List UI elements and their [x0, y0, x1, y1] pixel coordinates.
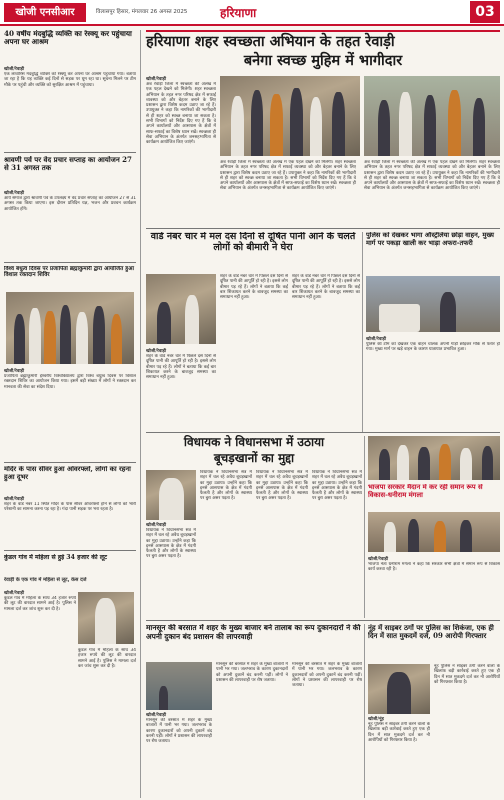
bjp-photo: [368, 436, 500, 480]
lead-body-continued: अब रेवाड़ी जिला में स्वच्छता की अलख में एक पहल देखने को मिलेगी। शहर स्वच्छता अभियान के तहत नगर परिषद क्षेत्र में सफाई व्यवस्था को और बेहतर बनाने के लिए प्रशासन द्वारा विशेष कदम उठाए जा रहे हैं। उपायुक्त ने कहा कि नागरिकों की भागीदारी से ही शहर को स्वच्छ बनाया जा सकता है। सभी विभागों को निर्देश दिए गए हैं कि वे अपने कार्यालयों और आसपास के क्षेत्रों में साफ-सफाई का विशेष ध्यान रखें। स्वच्छता ही सेवा अभियान के अंतर्गत जनसहभागिता से कार्यक्रम आयोजित किए जाएंगे।: [220, 160, 356, 192]
ward-byline: खोजी/रेवाड़ी: [146, 349, 167, 354]
bjp-story: [368, 556, 500, 616]
divider: [146, 620, 500, 621]
police-headline: पुलिस को देखकर भागा ऑस्ट्रेलिया छोड़ा वाहन, मुख्य मार्ग पर पकड़ा खाली कर भाड़ा अफरा-तफरी: [366, 232, 495, 247]
cyber-body-continued: नूंह पुलिस ने साइबर ठगी करने वालों के खिलाफ बड़ी कार्रवाई करते हुए एक ही दिन में सात मुकदमे दर्ज कर नौ आरोपियों को गिरफ्तार किया है।: [434, 664, 500, 685]
story2-byline: खोजी/रेवाड़ी: [4, 191, 25, 196]
ward-body-continued: शहर के वार्ड नंबर चार में पिछले दस दिनों से दूषित पानी की आपूर्ति हो रही है। इससे लोग बीमार पड़ रहे हैं। लोगों ने बताया कि कई बार शिकायत करने के बावजूद समस्या का समाधान नहीं हुआ।: [220, 274, 288, 301]
divider: [146, 432, 500, 433]
story5-headline: कुंडल गांव में महिला से हुई 34 हजार की लूट: [4, 554, 108, 561]
story2-headline-box: [4, 156, 136, 188]
newspaper-logo: खोजी एनसीआर: [4, 3, 86, 22]
story1-headline-box: [4, 30, 136, 64]
lead-photo-1: [220, 76, 360, 156]
story3-headline: विश्व बंधुत्व दिवस पर प्रजापिता ब्रह्माकुमारी द्वारा आयोजित हुआ विशाल रक्तदान शिविर: [4, 266, 134, 279]
story3-body: प्रजापिता ब्रह्माकुमारी ईश्वरीय विश्वविद्यालय द्वारा विश्व बंधुत्व दिवस पर विशाल रक्तदान शिविर का आयोजन किया गया। इसमें बड़ी संख्या में लोगों ने रक्तदान कर मानवता की सेवा का संदेश दिया।: [4, 374, 136, 390]
rain-byline: खोजी/रेवाड़ी: [146, 713, 167, 718]
story1-headline: 40 वर्षीय मंदबुद्धि व्यक्ति का रेस्क्यू कर पहुंचाया अपना घर आश्रम: [4, 30, 132, 47]
divider: [146, 228, 500, 229]
dateline: विलासपुर हिसार, मंगलवार 26 अगस्त 2025: [96, 9, 188, 15]
lead-story: [146, 76, 216, 224]
column-divider: [140, 30, 141, 798]
story4-headline-box: [4, 466, 136, 494]
assembly-headline-line1: विधायक ने विधानसभा में उठाया: [183, 435, 325, 449]
rain-story: [146, 712, 212, 796]
rain-body-continued: मानसून की बरसात में शहर के मुख्य बाजारों में पानी भर गया। जलभराव के कारण दुकानदारों को अपनी दुकानें बंद करनी पड़ीं। लोगों ने प्रशासन की लापरवाही पर रोष जताया।: [216, 662, 288, 683]
ward-story: [146, 348, 216, 428]
assembly-story-cont-3: [312, 470, 362, 616]
cyber-byline: खोजी/नूंह: [368, 717, 384, 722]
ward-headline: वार्ड नंबर चार में मल दस दिनों से दूषित पानी आने के चलते लोगों को बीमारी ने घेरा: [150, 232, 356, 253]
police-photo: [366, 276, 500, 332]
rain-photo: [146, 662, 212, 710]
rain-headline: मानसून की बरसात में शहर के मुख्य बाजार बने तालाब का रूप दुकानदारों ने की अपनी दुकान बंद प्रशासन की लापरवाही: [146, 624, 361, 641]
rain-body: मानसून की बरसात में शहर के मुख्य बाजारों में पानी भर गया। जलभराव के कारण दुकानदारों को अपनी दुकानें बंद करनी पड़ीं। लोगों ने प्रशासन की लापरवाही पर रोष जताया।: [146, 718, 212, 745]
story4-byline: खोजी/रेवाड़ी: [4, 497, 25, 502]
story4-headline: मंदिर के पास सीवर हुआ ओवरफ्लो, लोगों का रहना हुआ दूभर: [4, 466, 131, 481]
lead-rule: [146, 30, 500, 32]
story5-photo: [78, 592, 134, 644]
rain-headline-box: [146, 624, 362, 658]
lead-story-cont-2: [364, 160, 500, 224]
cyber-headline: नूंह में साइबर ठगों पर पुलिस का शिकंजा, एक ही दिन में सात मुकदमें दर्ज, 09 आरोपी गिरफ्तार: [368, 624, 494, 641]
story1-byline: खोजी/रेवाड़ी: [4, 67, 25, 72]
divider: [4, 262, 136, 263]
police-story: [366, 336, 500, 428]
rain-body-continued: मानसून की बरसात में शहर के मुख्य बाजारों में पानी भर गया। जलभराव के कारण दुकानदारों को अपनी दुकानें बंद करनी पड़ीं। लोगों ने प्रशासन की लापरवाही पर रोष जताया।: [292, 662, 362, 689]
police-byline: खोजी/रेवाड़ी: [366, 337, 387, 342]
lead-story-cont-1: [220, 160, 356, 224]
assembly-body-continued: विधायक ने विधानसभा सत्र में शहर में चल रहे अवैध बूचड़खानों का मुद्दा उठाया। उन्होंने कहा कि इनसे आसपास के क्षेत्र में गंदगी फैलती है और लोगों के स्वास्थ्य पर बुरा असर पड़ता है।: [312, 470, 362, 502]
story4: [4, 496, 136, 548]
assembly-body-continued: विधायक ने विधानसभा सत्र में शहर में चल रहे अवैध बूचड़खानों का मुद्दा उठाया। उन्होंने कहा कि इनसे आसपास के क्षेत्र में गंदगी फैलती है और लोगों के स्वास्थ्य पर बुरा असर पड़ता है।: [200, 470, 252, 502]
story1: [4, 66, 136, 150]
story5-headline-box: [4, 554, 136, 576]
page-number: 03: [470, 1, 500, 23]
story5: [4, 590, 76, 796]
police-headline-box: [366, 232, 500, 274]
cyber-body: नूंह पुलिस ने साइबर ठगी करने वालों के खिलाफ बड़ी कार्रवाई करते हुए एक ही दिन में सात मुकदमे दर्ज कर नौ आरोपियों को गिरफ्तार किया है।: [368, 722, 430, 743]
bjp-photo-2: [368, 512, 500, 552]
story5-body: कुंडल गांव में महिला के साथ 34 हजार रुपये की लूट की वारदात सामने आई है। पुलिस ने मामला दर्ज कर जांच शुरू कर दी है।: [4, 596, 76, 612]
lead-headline-line1: हरियाणा शहर स्वच्छता अभियान के तहत रेवाड़ी: [146, 33, 395, 50]
column-divider: [364, 624, 365, 798]
divider: [4, 462, 136, 463]
assembly-story-cont-2: [256, 470, 308, 616]
assembly-story: [146, 522, 196, 616]
lead-body-continued: अब रेवाड़ी जिला में स्वच्छता की अलख में एक पहल देखने को मिलेगी। शहर स्वच्छता अभियान के तहत नगर परिषद क्षेत्र में सफाई व्यवस्था को और बेहतर बनाने के लिए प्रशासन द्वारा विशेष कदम उठाए जा रहे हैं। उपायुक्त ने कहा कि नागरिकों की भागीदारी से ही शहर को स्वच्छ बनाया जा सकता है। सभी विभागों को निर्देश दिए गए हैं कि वे अपने कार्यालयों और आसपास के क्षेत्रों में साफ-सफाई का विशेष ध्यान रखें। स्वच्छता ही सेवा अभियान के अंतर्गत जनसहभागिता से कार्यक्रम आयोजित किए जाएंगे।: [364, 160, 500, 192]
story4-body: शहर के वार्ड नंबर 11 स्थित मंदिर के पास सीवर ओवरफ्लो होने से लोगों को भारी परेशानी का सामना करना पड़ रहा है। गंदा पानी सड़क पर भरा रहता है।: [4, 502, 136, 513]
cyber-story-cont: [434, 664, 500, 796]
cyber-story: [368, 716, 430, 796]
lead-headline-line2: बनेगा स्वच्छ मुहिम में भागीदार: [243, 52, 403, 69]
story5-cont: [78, 648, 136, 796]
story5-byline: खोजी/रेवाड़ी: [4, 591, 25, 596]
divider: [4, 152, 136, 153]
assembly-headline-line2: बूचड़खानों का मुद्दा: [213, 451, 295, 465]
story3: [4, 368, 136, 460]
masthead: [0, 0, 504, 26]
column-divider: [362, 232, 363, 432]
column-divider: [364, 436, 365, 618]
bjp-body: भाजपा नेता धनीराम मंगला ने कहा कि सरकार सभी क्षेत्रों में समान रूप से विकास कार्य करवा रही है।: [368, 562, 500, 573]
section-title: हरियाणा: [220, 6, 257, 20]
bjp-byline: खोजी/रेवाड़ी: [368, 557, 389, 562]
lead-byline: खोजी/रेवाड़ी: [146, 77, 167, 82]
story2: [4, 190, 136, 260]
story1-body: एक लावारिस मंदबुद्धि व्यक्ति को रेस्क्यू कर अपना घर आश्रम पहुंचाया गया। बताया जा रहा है कि यह व्यक्ति कई दिनों से सड़क पर घूम रहा था। सूचना मिलने पर टीम मौके पर पहुंची और व्यक्ति को सुरक्षित आश्रम में पहुंचाया।: [4, 72, 136, 88]
bjp-headline-box: [368, 484, 500, 510]
assembly-body: विधायक ने विधानसभा सत्र में शहर में चल रहे अवैध बूचड़खानों का मुद्दा उठाया। उन्होंने कहा कि इनसे आसपास के क्षेत्र में गंदगी फैलती है और लोगों के स्वास्थ्य पर बुरा असर पड़ता है।: [146, 528, 196, 560]
ward-headline-box: [146, 232, 360, 270]
cyber-headline-box: [368, 624, 500, 660]
cyber-photo: [368, 664, 430, 714]
ward-story-cont-1: [220, 274, 288, 428]
ward-story-cont-2: [292, 274, 360, 428]
story3-byline: खोजी/रेवाड़ी: [4, 369, 25, 374]
assembly-story-cont-1: [200, 470, 252, 616]
assembly-body-continued: विधायक ने विधानसभा सत्र में शहर में चल रहे अवैध बूचड़खानों का मुद्दा उठाया। उन्होंने कहा कि इनसे आसपास के क्षेत्र में गंदगी फैलती है और लोगों के स्वास्थ्य पर बुरा असर पड़ता है।: [256, 470, 308, 502]
story5-body-continued: कुंडल गांव में महिला के साथ 34 हजार रुपये की लूट की वारदात सामने आई है। पुलिस ने मामला दर्ज कर जांच शुरू कर दी है।: [78, 648, 136, 669]
assembly-byline: खोजी/रेवाड़ी: [146, 523, 167, 528]
story5-sub-box: [4, 577, 136, 587]
police-body: पुलिस की टीम को देखकर एक वाहन चालक अपनी गाड़ी छोड़कर मौके से फरार हो गया। मुख्य मार्ग पर खड़े वाहन के कारण यातायात प्रभावित हुआ।: [366, 342, 500, 353]
ward-body: शहर के वार्ड नंबर चार में पिछले दस दिनों से दूषित पानी की आपूर्ति हो रही है। इससे लोग बीमार पड़ रहे हैं। लोगों ने बताया कि कई बार शिकायत करने के बावजूद समस्या का समाधान नहीं हुआ।: [146, 354, 216, 381]
story5-subheadline: रेवाड़ी के एक गांव में महिला से लूट, केस दर्ज: [4, 577, 87, 583]
story3-headline-box: [4, 266, 136, 288]
lead-photo-2: [364, 76, 500, 156]
story3-photo: [6, 292, 134, 364]
assembly-photo: [146, 470, 196, 520]
lead-body: अब रेवाड़ी जिला में स्वच्छता की अलख में एक पहल देखने को मिलेगी। शहर स्वच्छता अभियान के तहत नगर परिषद क्षेत्र में सफाई व्यवस्था को और बेहतर बनाने के लिए प्रशासन द्वारा विशेष कदम उठाए जा रहे हैं। उपायुक्त ने कहा कि नागरिकों की भागीदारी से ही शहर को स्वच्छ बनाया जा सकता है। सभी विभागों को निर्देश दिए गए हैं कि वे अपने कार्यालयों और आसपास के क्षेत्रों में साफ-सफाई का विशेष ध्यान रखें। स्वच्छता ही सेवा अभियान के अंतर्गत जनसहभागिता से कार्यक्रम आयोजित किए जाएंगे।: [146, 82, 216, 146]
ward-photo: [146, 274, 216, 344]
divider: [4, 550, 136, 551]
story2-body: आर्य समाज द्वारा श्रावणी पर्व के उपलक्ष्य में वेद प्रचार सप्ताह का आयोजन 27 से 31 अगस्त तक किया जाएगा। इस दौरान प्रतिदिन यज्ञ, भजन और प्रवचन कार्यक्रम आयोजित होंगे।: [4, 196, 136, 212]
ward-body-continued: शहर के वार्ड नंबर चार में पिछले दस दिनों से दूषित पानी की आपूर्ति हो रही है। इससे लोग बीमार पड़ रहे हैं। लोगों ने बताया कि कई बार शिकायत करने के बावजूद समस्या का समाधान नहीं हुआ।: [292, 274, 360, 301]
rain-story-cont-2: [292, 662, 362, 796]
rain-story-cont-1: [216, 662, 288, 796]
bjp-headline: भाजपा सरकार मैदान में कर रही समान रूप से विकास-धनीराम मंगला: [368, 484, 483, 499]
story2-headline: श्रावणी पर्व पर वेद प्रचार सप्ताह का आयोजन 27 से 31 अगस्त तक: [4, 156, 132, 173]
